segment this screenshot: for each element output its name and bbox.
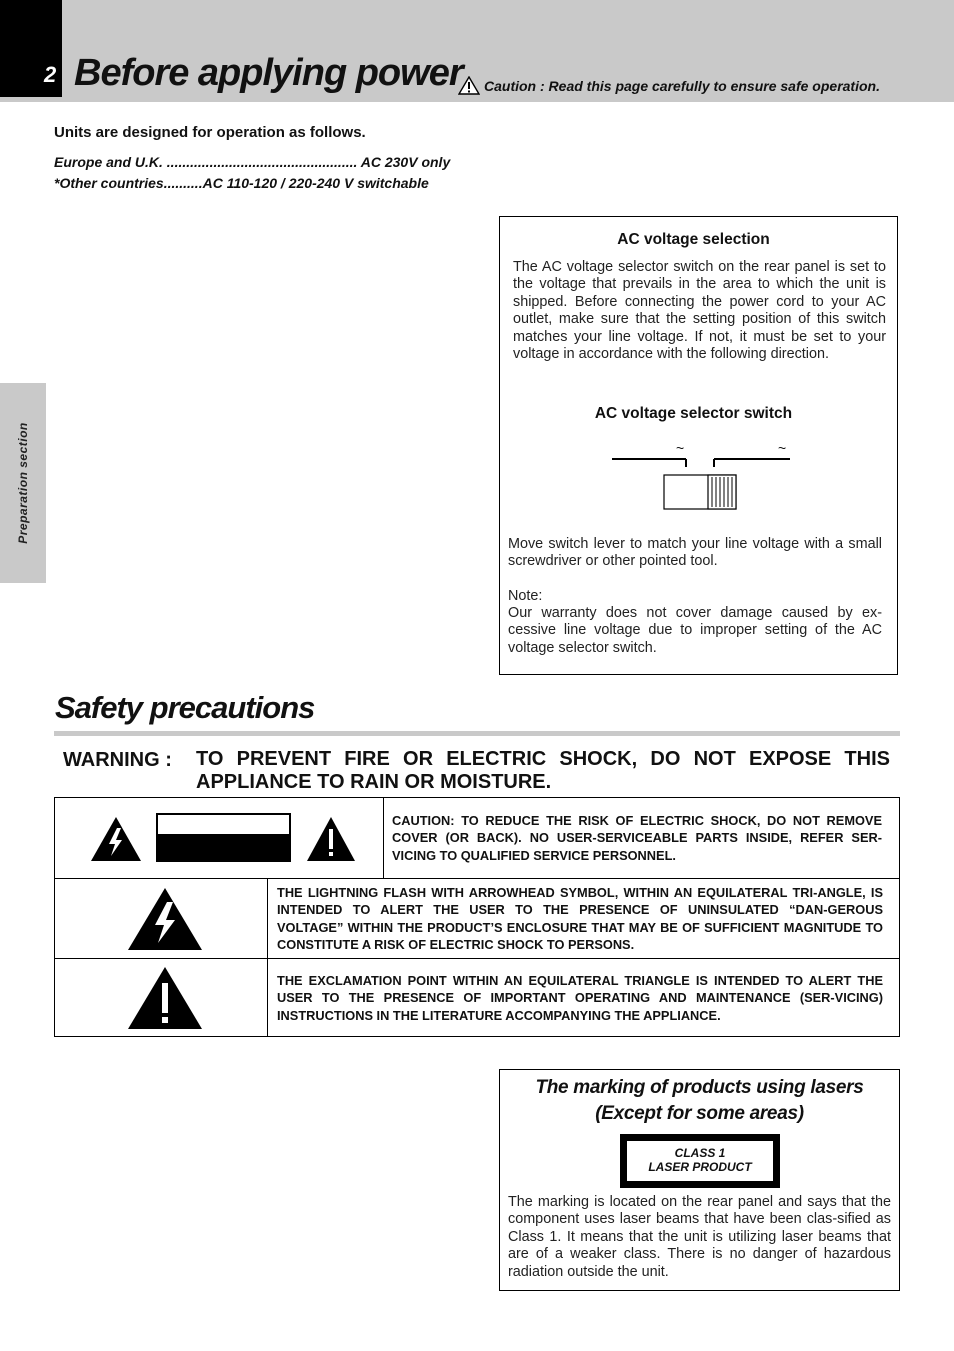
switch-instruction: Move switch lever to match your line voltage with a small screwdriver or other pointed tool. — [508, 536, 882, 570]
laser-marking-box — [499, 1069, 900, 1291]
laser-class-label-text — [627, 1141, 773, 1181]
lightning-triangle-icon — [127, 887, 203, 951]
table-divider — [55, 958, 899, 959]
voltage-selector-switch-diagram — [610, 445, 794, 515]
switch-mark-left: ~ — [676, 440, 685, 456]
safety-title: Safety precautions — [55, 690, 315, 725]
note-label: Note: — [508, 588, 543, 604]
table-divider — [267, 958, 268, 1036]
side-tab-label: Preparation section — [16, 422, 30, 544]
ac-voltage-description: The AC voltage selector switch on the rear panel is set to the voltage that prevails in the area to which the unit is shipped. Before connecting the power cord to your AC outlet, make sure that the setting position of this switch matches your line voltage. If not, it must be set to your voltage in accordance with the following direction. — [513, 259, 886, 363]
units-line-other: *Other countries..........AC 110-120 / 220-240 V switchable — [54, 175, 429, 191]
caution-header — [458, 76, 880, 96]
laser-label-line2: LASER PRODUCT — [648, 1160, 752, 1174]
warning-text: TO PREVENT FIRE OR ELECTRIC SHOCK, DO NOT EXPOSE THIS APPLIANCE TO RAIN OR MOISTURE. — [196, 748, 890, 793]
warning-triangle-icon — [458, 76, 480, 95]
page-number: 2 — [44, 62, 57, 87]
caution-label-window — [158, 815, 289, 834]
lightning-warning-icon — [90, 816, 142, 862]
units-heading: Units are designed for operation as follows. — [54, 124, 366, 141]
warning-label: WARNING : — [63, 749, 172, 771]
caution-header-text: Caution : Read this page carefully to ensure safe operation. — [484, 78, 880, 94]
units-line-europe: Europe and U.K. ................................................. AC 230V only — [54, 154, 451, 170]
exclamation-warning-icon — [306, 816, 356, 862]
ac-voltage-heading: AC voltage selection — [617, 231, 770, 248]
exclamation-symbol-text: THE EXCLAMATION POINT WITHIN AN EQUILATERAL TRIANGLE IS INTENDED TO ALERT THE USER TO THE PRESENCE OF IMPORTANT OPERATING AND MAINTENANCE (SER-VICING) INSTRUCTIONS IN THE LITERATURE ACCOMPANYING THE APPLIANCE. — [277, 973, 883, 1023]
table-divider — [383, 798, 384, 878]
lightning-symbol-text: THE LIGHTNING FLASH WITH ARROWHEAD SYMBOL, WITHIN AN EQUILATERAL TRI-ANGLE, IS INTENDED TO ALERT THE USER TO THE PRESENCE OF UNINSULATED “DAN-GEROUS VOLTAGE” WITHIN THE PRODUCT’S ENCLOSURE THAT MAY BE OF SUFFICIENT MAGNITUDE TO CONSTITUTE A RISK OF ELECTRIC SHOCK TO PERSONS. — [277, 885, 883, 953]
ac-voltage-box — [499, 216, 898, 675]
table-divider — [55, 878, 899, 879]
laser-title — [500, 1075, 899, 1127]
laser-label-line1: CLASS 1 — [674, 1146, 726, 1160]
note-text: Our warranty does not cover damage caused by ex-cessive line voltage due to improper setting of the AC voltage selector switch. — [508, 605, 882, 656]
switch-mark-right: ~ — [778, 440, 787, 456]
laser-description: The marking is located on the rear panel and says that the component uses laser beams that have been clas-sified as Class 1. It means that the unit is utilizing laser beams that are of a weaker class. There is no danger of hazardous radiation outside the unit. — [508, 1194, 891, 1280]
ac-switch-heading: AC voltage selector switch — [594, 405, 793, 422]
caution-cover-text: CAUTION: TO REDUCE THE RISK OF ELECTRIC SHOCK, DO NOT REMOVE COVER (OR BACK). NO USER-SERVICEABLE PARTS INSIDE, REFER SER-VICING TO QUALIFIED SERVICE PERSONNEL. — [392, 813, 882, 863]
safety-divider — [54, 731, 900, 736]
table-divider — [267, 878, 268, 958]
laser-title-line1: The marking of products using lasers — [535, 1077, 864, 1098]
page-title: Before applying power — [74, 52, 463, 94]
exclamation-triangle-icon — [127, 966, 203, 1030]
laser-title-line2: (Except for some areas) — [595, 1103, 804, 1124]
